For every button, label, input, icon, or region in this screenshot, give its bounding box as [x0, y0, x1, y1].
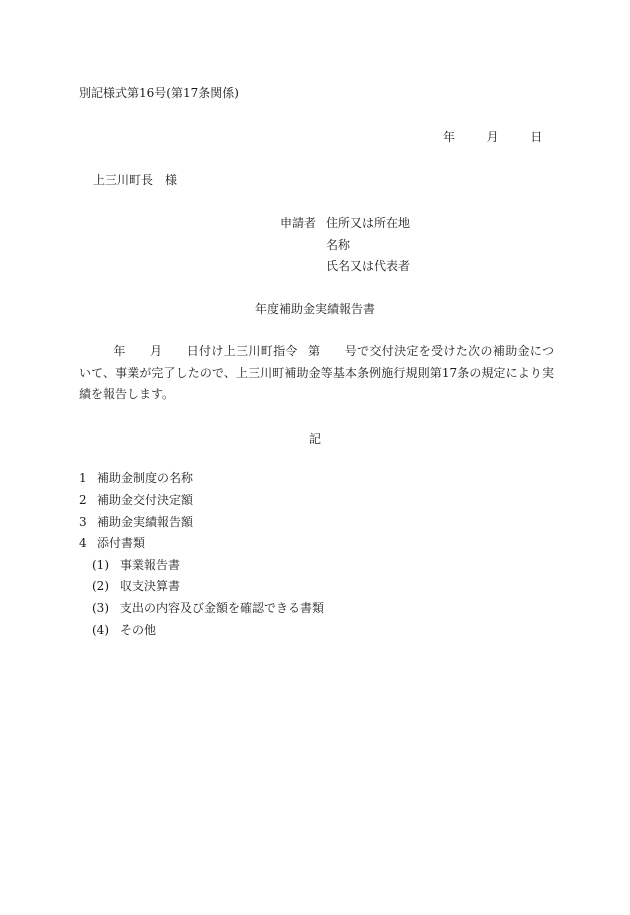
- body-paragraph: [79, 341, 554, 406]
- attachment-item: [92, 600, 324, 616]
- item-text: 補助金交付決定額: [97, 493, 194, 507]
- attachment-number: (1): [92, 558, 109, 572]
- item-number: 2: [79, 493, 87, 507]
- item-text: 補助金実績報告額: [97, 515, 194, 529]
- item-text: 添付書類: [97, 536, 146, 550]
- body-month: 月: [149, 344, 163, 358]
- list-item: [79, 470, 193, 486]
- body-year: 年: [113, 344, 126, 358]
- list-item: [79, 492, 193, 508]
- applicant-representative-field: 氏名又は代表者: [326, 259, 411, 273]
- item-text: 補助金制度の名称: [97, 471, 194, 485]
- attachment-number: (2): [92, 579, 109, 593]
- applicant-name-field: 名称: [326, 238, 351, 252]
- date-day: 日: [530, 130, 543, 144]
- addressee: 上三川町長 様: [93, 173, 178, 187]
- body-rest: 号で交付決定を受けた次の補助金について、事業が完了したので、上三川町補助金等基本条例施行規則第17条の規定により実績を報告します。: [79, 344, 554, 401]
- attachment-number: (3): [92, 601, 109, 615]
- date-line: [443, 129, 542, 145]
- attachment-item: [92, 578, 180, 594]
- item-number: 4: [79, 536, 87, 550]
- form-number-label: 別記様式第16号(第17条関係): [79, 86, 239, 100]
- list-item: [79, 535, 145, 551]
- item-number: 3: [79, 515, 87, 529]
- date-year: 年: [443, 130, 456, 144]
- attachment-number: (4): [92, 623, 109, 637]
- applicant-address-field: 住所又は所在地: [326, 216, 411, 230]
- attachment-text: 収支決算書: [120, 579, 181, 593]
- attachment-item: [92, 622, 156, 638]
- document-title: 年度補助金実績報告書: [254, 302, 375, 316]
- item-number: 1: [79, 471, 87, 485]
- attachment-text: その他: [120, 623, 157, 637]
- attachment-text: 支出の内容及び金額を確認できる書類: [120, 601, 325, 615]
- ki-heading: 記: [308, 432, 321, 446]
- body-date-ref: 日付け上三川町指令: [186, 344, 298, 358]
- attachment-item: [92, 557, 180, 573]
- body-dai: 第: [307, 344, 321, 358]
- applicant-label: 申請者: [280, 216, 317, 230]
- list-item: [79, 514, 193, 530]
- attachment-text: 事業報告書: [120, 558, 181, 572]
- date-month: 月: [486, 130, 499, 144]
